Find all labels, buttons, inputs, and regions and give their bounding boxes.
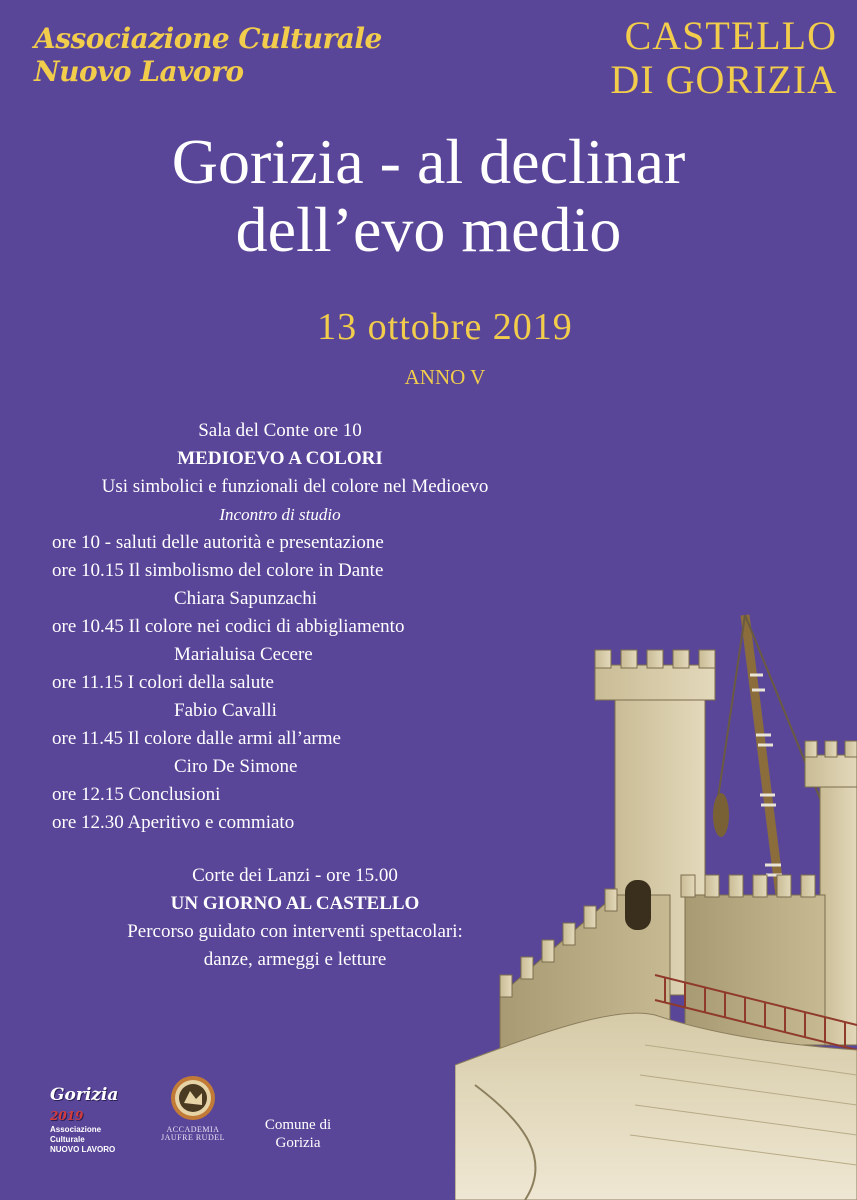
afternoon-event-title: UN GIORNO AL CASTELLO (170, 893, 420, 914)
poster-title (0, 128, 857, 264)
accademia-logo (158, 1075, 228, 1155)
comune-line1: Comune di (264, 1117, 332, 1133)
schedule-speaker: Marialuisa Cecere (174, 644, 313, 665)
nuovo-lavoro-logo (50, 1085, 130, 1154)
afternoon-location: Corte dei Lanzi - ore 15.00 (192, 865, 398, 886)
logo-script (50, 1085, 130, 1125)
accademia-emblem-icon (170, 1075, 216, 1121)
morning-type: Incontro di studio (219, 505, 341, 524)
schedule-line: ore 10.15 Il simbolismo del colore in Dante (52, 560, 384, 581)
association-line2: Nuovo Lavoro (34, 55, 244, 88)
logo-script-year: 2019 (50, 1109, 84, 1123)
schedule-speaker: Chiara Sapunzachi (174, 588, 317, 609)
afternoon-description-2: danze, armeggi e letture (203, 949, 387, 970)
accademia-line1: ACCADEMIA (166, 1125, 220, 1134)
schedule-speaker: Fabio Cavalli (174, 700, 277, 721)
logo-script-name: Gorizia (50, 1085, 119, 1105)
accademia-line2: JAUFRE RUDEL (160, 1133, 225, 1142)
association-name (34, 22, 382, 88)
title-line1: Gorizia - al declinar (171, 126, 686, 197)
schedule-line: ore 11.15 I colori della salute (52, 672, 274, 693)
morning-location: Sala del Conte ore 10 (198, 420, 362, 441)
venue-line1: CASTELLO (624, 13, 837, 58)
logo-line1: Associazione Culturale (50, 1125, 102, 1144)
schedule-line: ore 10.45 Il colore nei codici di abbigliamento (52, 616, 405, 637)
afternoon-description-1: Percorso guidato con interventi spettacolari: (127, 921, 463, 942)
venue-title (537, 14, 837, 102)
comune-line2: Gorizia (275, 1135, 321, 1151)
logo-line2: NUOVO LAVORO (50, 1145, 116, 1154)
title-line2: dell’evo medio (235, 194, 622, 265)
schedule-speaker: Ciro De Simone (174, 756, 298, 777)
association-line1: Associazione Culturale (34, 22, 382, 55)
morning-subtitle: Usi simbolici e funzionali del colore nel Medioevo (101, 476, 489, 497)
morning-event-title: MEDIOEVO A COLORI (177, 448, 383, 469)
venue-line2: DI GORIZIA (610, 57, 837, 102)
castle-illustration (455, 595, 857, 1200)
edition-label: ANNO V (404, 365, 486, 389)
schedule-line: ore 12.15 Conclusioni (52, 784, 221, 805)
schedule-line: ore 10 - saluti delle autorità e presentazione (52, 532, 384, 553)
schedule-line: ore 12.30 Aperitivo e commiato (52, 812, 295, 833)
schedule-line: ore 11.45 Il colore dalle armi all’arme (52, 728, 341, 749)
event-date: 13 ottobre 2019 (317, 306, 573, 348)
comune-logo-text (248, 1116, 348, 1152)
